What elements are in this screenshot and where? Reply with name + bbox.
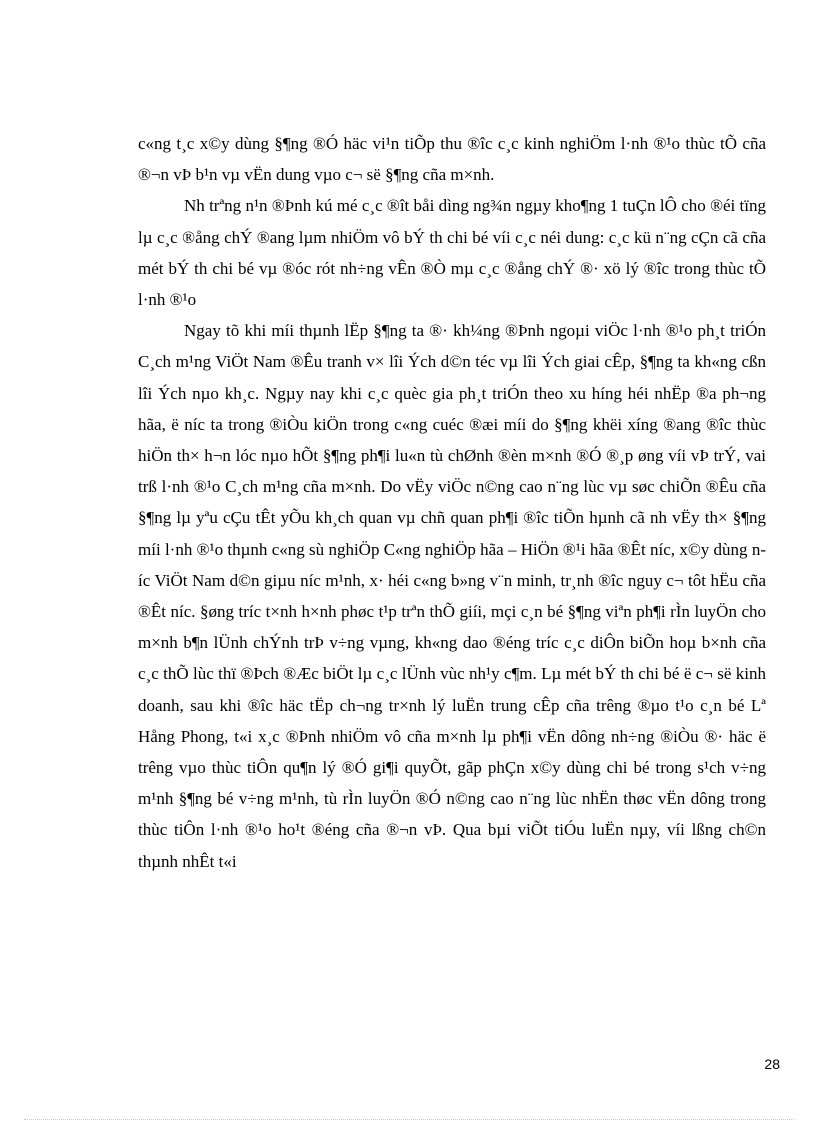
body-text: [138, 128, 766, 877]
page-bottom-divider: [24, 1119, 794, 1120]
paragraph-1: c«ng t¸c x©y dùng §¶ng ®Ó häc vi¹n tiÕp thu ®îc c¸c kinh nghiÖm l·nh ®¹o thùc tÕ cña ®¬n vÞ b¹n vµ vËn dung vµo c¬ së §¶ng cña m×nh.: [138, 134, 766, 185]
paragraph-2: Nh trªng n¹n ®Þnh kú mé c¸c ®ît båi dìng ng¾n ngµy kho¶ng 1 tuÇn lÔ cho ®éi tïng lµ c¸c ®ång chÝ ®ang lµm nhiÖm vô bÝ th chi bé víi c¸c néi dung: c¸c kü n¨ng cÇn cã cña mét bÝ th chi bé vµ ®óc rót nh÷ng vÊn ®Ò mµ c¸c ®ång chÝ ®· xö lý ®îc trong thùc tÕ l·nh ®¹o: [138, 196, 766, 310]
page-number: 28: [764, 1056, 780, 1072]
paragraph-3: Ngay tõ khi míi thµnh lËp §¶ng ta ®· kh¼ng ®Þnh ngoµi viÖc l·nh ®¹o ph¸t triÓn C¸ch m¹ng ViÖt Nam ®Êu tranh v× lîi Ých d©n téc vµ lîi Ých giai cÊp, §¶ng ta kh«ng cßn lîi Ých nµo kh¸c. Ngµy nay khi c¸c quèc gia ph¸t triÓn theo xu híng héi nhËp ®a ph¬ng hãa, ë níc ta trong ®iÒu kiÖn trong c«ng cuéc ®æi míi do §¶ng khëi xíng ®ang ®îc thùc hiÖn th× h¬n lóc nµo hÕt §¶ng ph¶i lu«n tù chØnh ®èn m×nh ®Ó ®¸p øng víi vÞ trÝ, vai trß l·nh ®¹o C¸ch m¹ng cña m×nh. Do vËy viÖc n©ng cao n¨ng lùc vµ søc chiÕn ®Êu cña §¶ng lµ yªu cÇu tÊt yÕu kh¸ch quan vµ chñ quan ph¶i ®îc tiÕn hµnh cã nh vËy th× §¶ng míi l·nh ®¹o thµnh c«ng sù nghiÖp C«ng nghiÖp hãa – HiÖn ®¹i hãa ®Êt níc, x©y dùng níc ViÖt Nam d©n giµu níc m¹nh, x· héi c«ng b»ng v¨n minh, tr¸nh ®îc nguy c¬ tôt hËu cña ®Êt níc. §øng tríc t×nh h×nh phøc t¹p trªn thÕ giíi, mçi c¸n bé §¶ng viªn ph¶i rÌn luyÖn cho m×nh b¶n lÜnh chÝnh trÞ v÷ng vµng, kh«ng dao ®éng tríc c¸c diÔn biÕn hoµ b×nh cña c¸c thÕ lùc thï ®Þch ®Æc biÖt lµ c¸c lÜnh vùc nh¹y c¶m. Lµ mét bÝ th chi bé ë c¬ së kinh doanh, sau khi ®îc häc tËp ch¬ng tr×nh lý luËn trung cÊp cña trêng ®µo t¹o c¸n bé Lª Hång Phong, t«i x¸c ®Þnh nhiÖm vô cña m×nh lµ ph¶i vËn dông nh÷ng ®iÒu ®· häc ë trêng vµo thùc tiÔn qu¶n lý ®Ó gi¶i quyÕt, gãp phÇn x©y dùng chi bé trong s¹ch v÷ng m¹nh §¶ng bé v÷ng m¹nh, tù rÌn luyÖn ®Ó n©ng cao n¨ng lùc nhËn thøc vËn dông trong thùc tiÔn l·nh ®¹o ho¹t ®éng cña ®¬n vÞ. Qua bµi viÕt tiÓu luËn nµy, víi lßng ch©n thµnh nhÊt t«i: [138, 321, 766, 871]
